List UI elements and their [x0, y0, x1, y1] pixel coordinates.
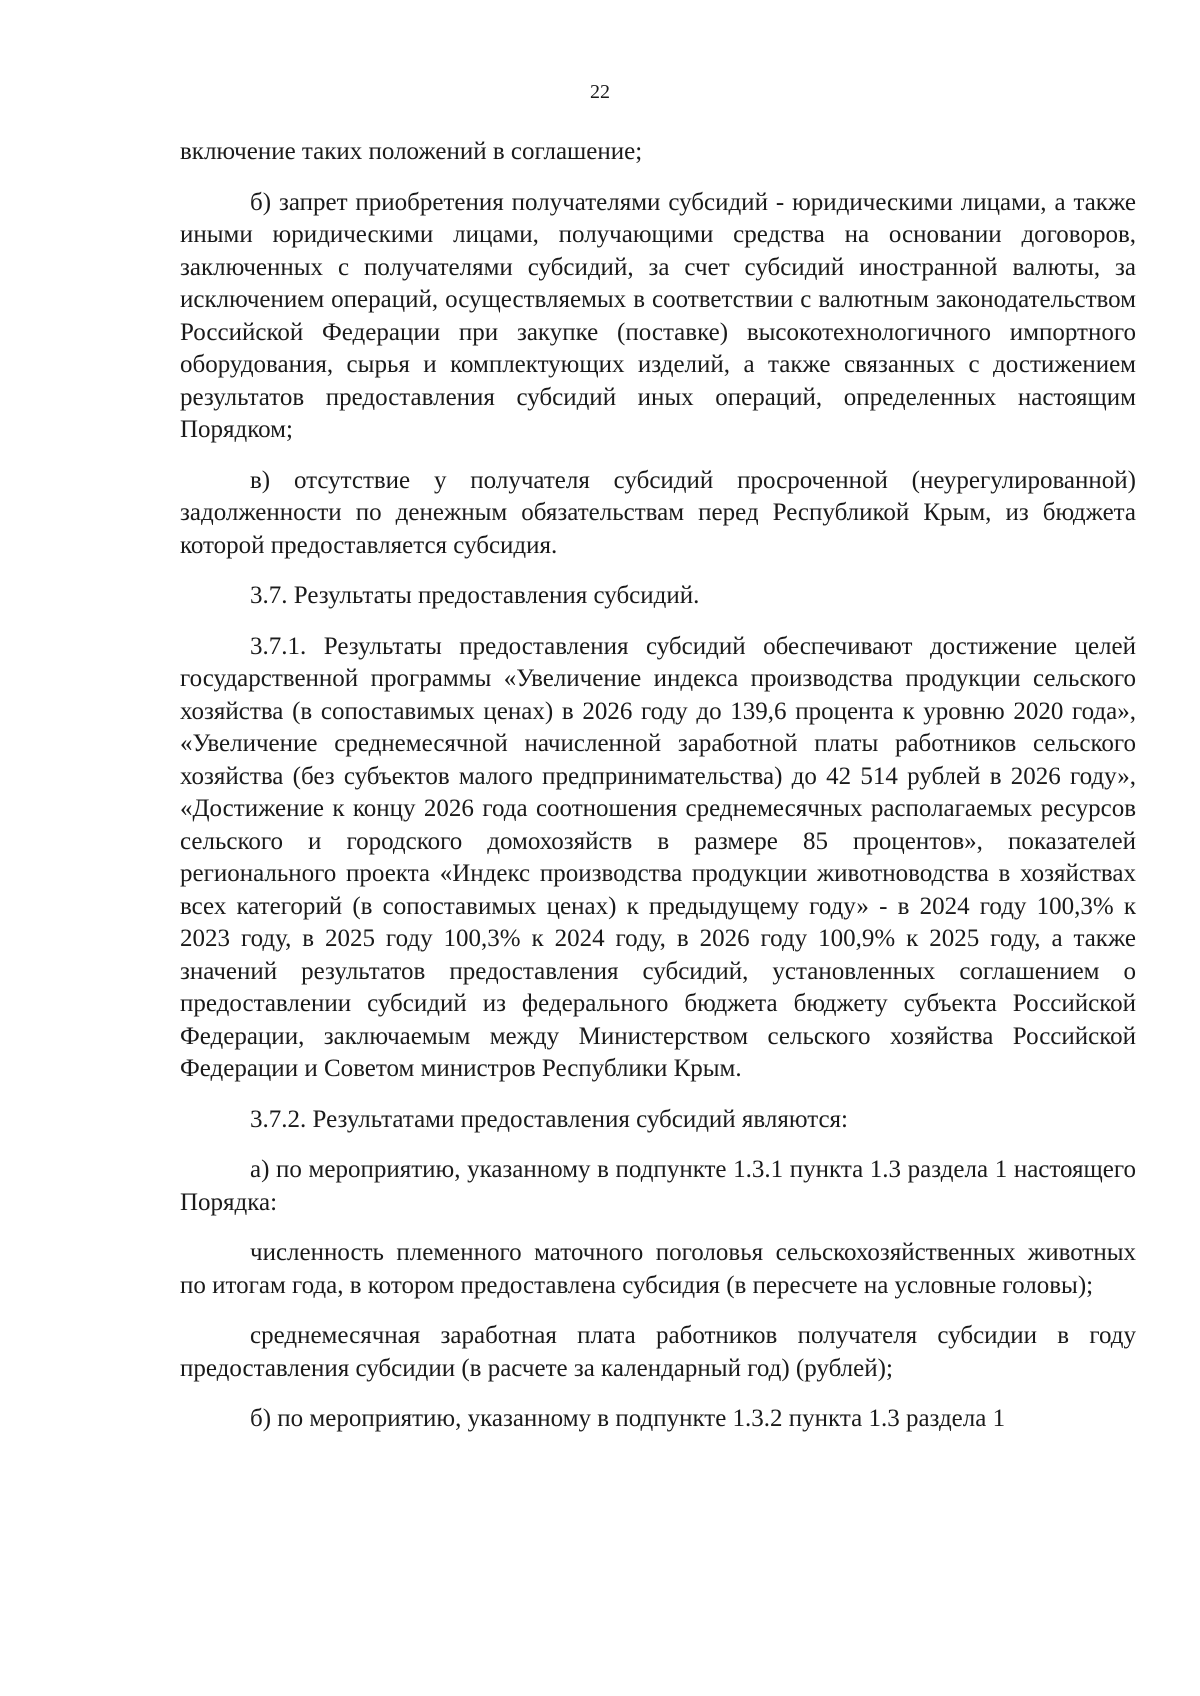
- section-heading-3-7: 3.7. Результаты предоставления субсидий.: [250, 582, 700, 609]
- paragraph-item-b: б) запрет приобретения получателями субсидий - юридическими лицами, а также иными юридическими лицами, получающими средства на основании договоров, заключенных с получателями субсидий, за счет субсидий иностранной валюты, за исключением операций, осуществляемых в соответствии с валютным законодательством Российской Федерации при закупке (поставке) высокотехнологичного импортного оборудования, сырья и комплектующих изделий, а также связанных с достижением результатов предоставления субсидий иных операций, определенных настоящим Порядком;: [180, 188, 1136, 443]
- page-number: 22: [590, 81, 610, 103]
- paragraph-item-v: в) отсутствие у получателя субсидий просроченной (неурегулированной) задолженности по денежным обязательствам перед Республикой Крым, из бюджета которой предоставляется субсидия.: [180, 466, 1136, 559]
- paragraph-continuation: включение таких положений в соглашение;: [180, 138, 643, 165]
- paragraph-item-b-2: б) по мероприятию, указанному в подпункте 1.3.2 пункта 1.3 раздела 1: [250, 1405, 1006, 1432]
- paragraph-livestock-count: численность племенного маточного поголовья сельскохозяйственных животных по итогам года, в котором предоставлена субсидия (в пересчете на условные головы);: [180, 1239, 1136, 1299]
- paragraph-average-salary: среднемесячная заработная плата работников получателя субсидии в году предоставления субсидии (в расчете за календарный год) (рублей);: [180, 1322, 1136, 1382]
- paragraph-item-a: а) по мероприятию, указанному в подпункте 1.3.1 пункта 1.3 раздела 1 настоящего Порядка:: [180, 1156, 1136, 1216]
- paragraph-3-7-1: 3.7.1. Результаты предоставления субсидий обеспечивают достижение целей государственной программы «Увеличение индекса производства продукции сельского хозяйства (в сопоставимых ценах) в 2026 году до 139,6 процента к уровню 2020 года», «Увеличение среднемесячной начисленной заработной платы работников сельского хозяйства (без субъектов малого предпринимательства) до 42 514 рублей в 2026 году», «Достижение к концу 2026 года соотношения среднемесячных располагаемых ресурсов сельского и городского домохозяйств в размере 85 процентов», показателей регионального проекта «Индекс производства продукции животноводства в хозяйствах всех категорий (в сопоставимых ценах) к предыдущему году» - в 2024 году 100,3% к 2023 году, в 2025 году 100,3% к 2024 году, в 2026 году 100,9% к 2025 году, а также значений результатов предоставления субсидий, установленных соглашением о предоставлении субсидий из федерального бюджета бюджету субъекта Российской Федерации, заключаемым между Министерством сельского хозяйства Российской Федерации и Советом министров Республики Крым.: [180, 632, 1136, 1082]
- paragraph-3-7-2: 3.7.2. Результатами предоставления субсидий являются:: [250, 1105, 848, 1133]
- document-body: [180, 136, 1136, 1454]
